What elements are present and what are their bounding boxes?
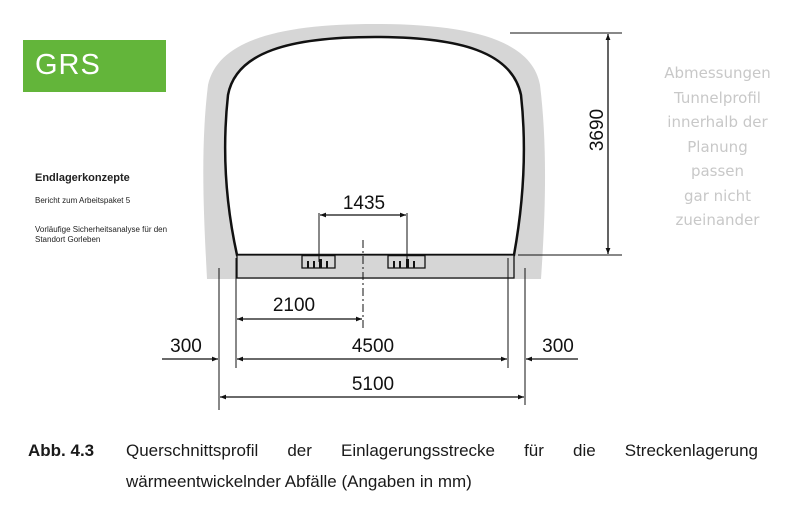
note-line: Tunnelprofil bbox=[674, 88, 761, 107]
note-line: innerhalb der bbox=[667, 113, 768, 131]
right-lining-label: 300 bbox=[542, 336, 574, 357]
outer-width-label: 5100 bbox=[351, 374, 395, 395]
note-line: gar nicht bbox=[684, 186, 751, 205]
track-gauge-label: 1435 bbox=[342, 193, 386, 214]
note-line: Abmessungen bbox=[664, 64, 771, 82]
caption-label: Abb. 4.3 bbox=[28, 441, 95, 460]
left-lining-label: 300 bbox=[170, 336, 202, 357]
sidebar-title: Endlagerkonzepte bbox=[35, 172, 130, 184]
note-line: Planung bbox=[687, 137, 748, 156]
logo-text: GRS bbox=[35, 49, 101, 81]
center-offset-label: 2100 bbox=[272, 295, 316, 316]
tunnel-floor bbox=[237, 255, 514, 278]
note-line: zueinander bbox=[675, 211, 760, 229]
height-label: 3690 bbox=[587, 108, 608, 152]
sidebar-description: Vorläufige Sicherheitsanalyse für den Standort Gorleben bbox=[35, 225, 168, 244]
sidebar-subtitle: Bericht zum Arbeitspaket 5 bbox=[35, 196, 131, 205]
caption-text-line2: wärmeentwickelnder Abfälle (Angaben in mm) bbox=[126, 472, 472, 491]
tunnel-inner-profile bbox=[225, 37, 524, 255]
inner-width-label: 4500 bbox=[351, 336, 395, 357]
note-line: passen bbox=[690, 162, 745, 180]
caption-text-line1: Querschnittsprofil der Einlagerungsstrecke für die Streckenlagerung bbox=[126, 441, 758, 460]
